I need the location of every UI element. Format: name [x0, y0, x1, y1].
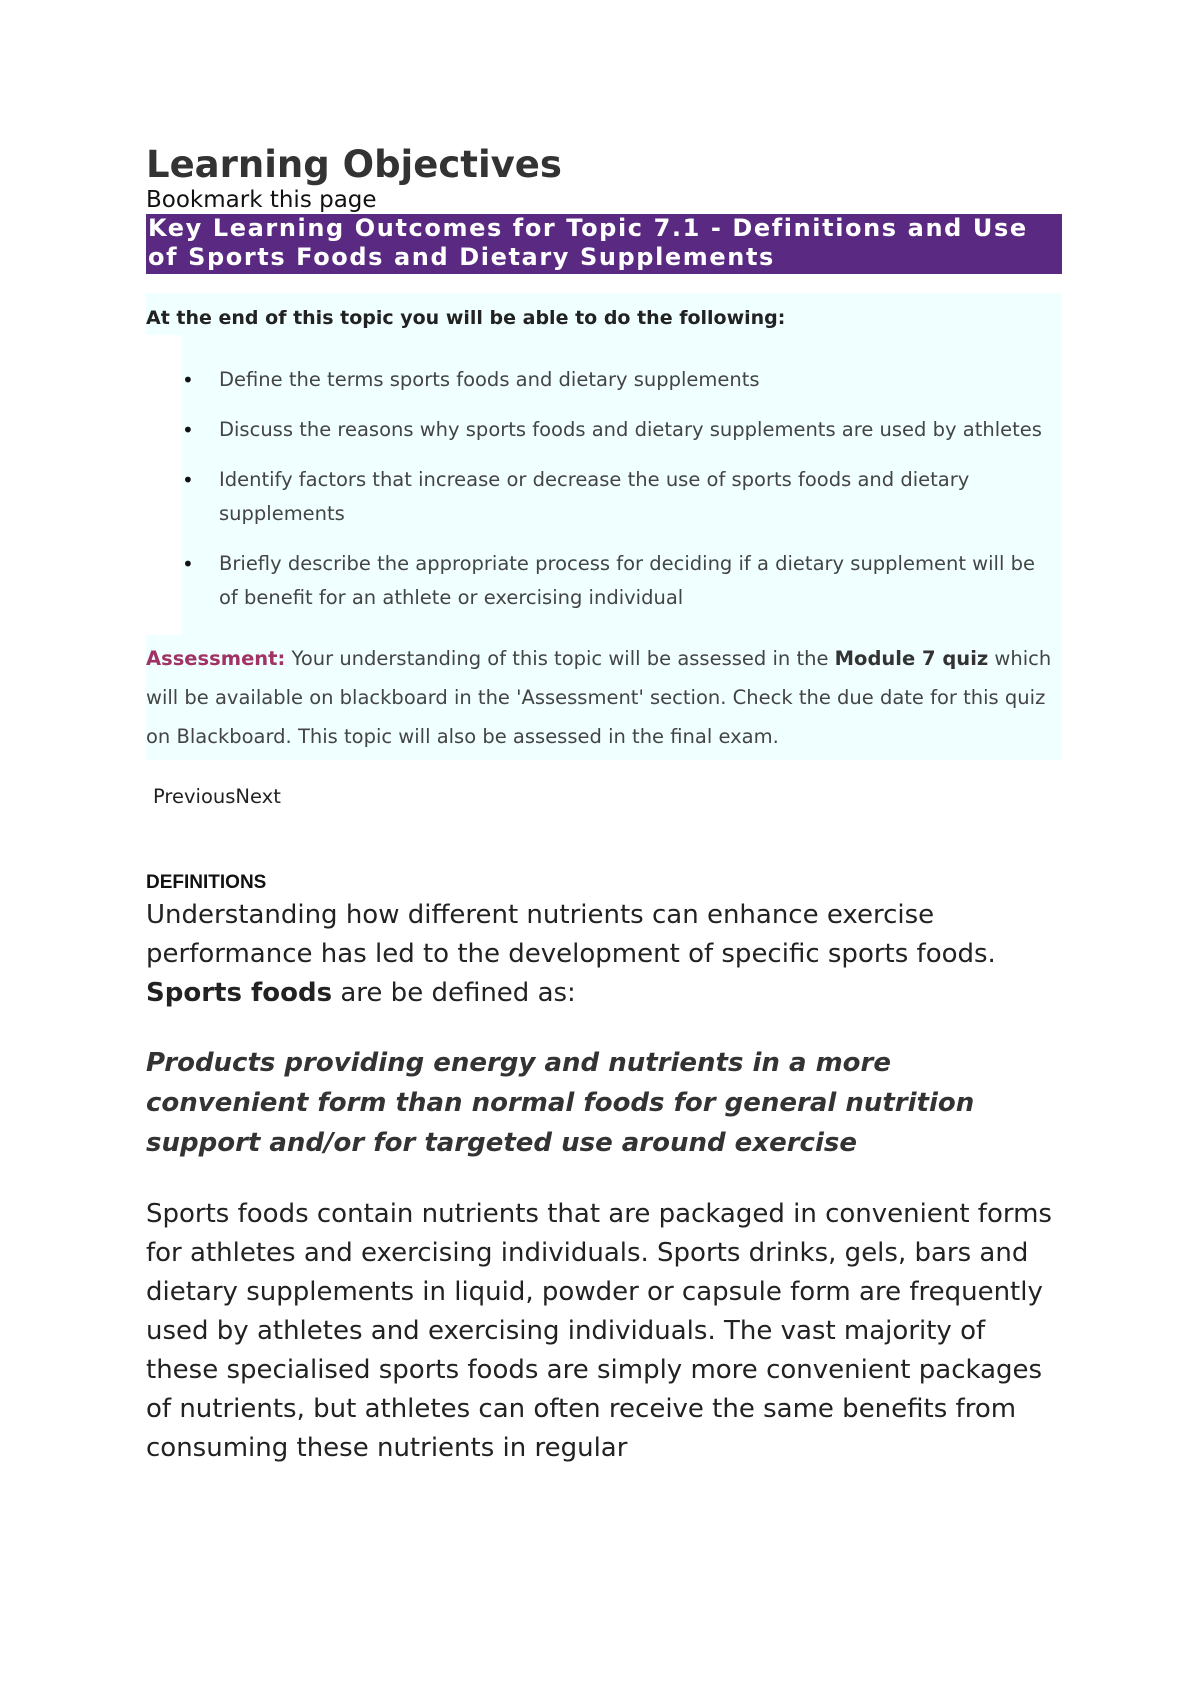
- assessment-text-after: which will be available on blackboard in the 'Assessment' section. Check the due date for this quiz on Blackboard. This topic will also be assessed in the final exam.: [146, 647, 1052, 748]
- bullet-icon: •: [182, 418, 194, 442]
- outcome-text: Identify factors that increase or decrease the use of sports foods and dietary supplements: [219, 468, 970, 525]
- bullet-icon: •: [182, 468, 194, 492]
- next-link[interactable]: Next: [235, 785, 281, 808]
- previous-link[interactable]: Previous: [153, 785, 236, 808]
- sports-foods-definition-quote: Products providing energy and nutrients in a more convenient form than normal foods for general nutrition support and/or for targeted use around exercise: [146, 1048, 975, 1158]
- definitions-intro-before: Understanding how different nutrients can enhance exercise performance has led to the development of specific sports foods.: [146, 900, 996, 969]
- outcome-text: Discuss the reasons why sports foods and dietary supplements are used by athletes: [219, 418, 1042, 441]
- outcome-item: [146, 413, 1062, 447]
- objectives-intro: At the end of this topic you will be able to do the following:: [146, 307, 786, 329]
- assessment-text-before: Your understanding of this topic will be assessed in the: [285, 647, 835, 670]
- pagination-nav: [146, 782, 1062, 812]
- content-column: [146, 144, 1062, 1468]
- bookmark-link[interactable]: Bookmark this page: [146, 187, 377, 213]
- outcome-text: Define the terms sports foods and dietary supplements: [219, 368, 760, 391]
- outcome-item: [146, 547, 1062, 615]
- outcomes-list: [146, 363, 1062, 615]
- objectives-box: [146, 293, 1062, 760]
- bullet-icon: •: [182, 552, 194, 576]
- outcome-item: [146, 463, 1062, 531]
- outcome-text: Briefly describe the appropriate process for deciding if a dietary supplement will be of benefit for an athlete or exercising individual: [219, 552, 1035, 609]
- page-title: Learning Objectives: [146, 143, 562, 186]
- definitions-intro-after: are be defined as:: [332, 978, 576, 1008]
- definitions-heading: DEFINITIONS: [146, 872, 267, 893]
- topic-banner: [146, 214, 1062, 274]
- definitions-intro-bold: Sports foods: [146, 978, 333, 1008]
- sports-foods-body: Sports foods contain nutrients that are packaged in convenient forms for athletes and exercising individuals. Sports drinks, gels, bars and dietary supplements in liquid, powder or capsule form are frequently used by athletes and exercising individuals. The vast majority of these specialised sports foods are simply more convenient packages of nutrients, but athletes can often receive the same benefits from consuming these nutrients in regular: [146, 1199, 1052, 1463]
- topic-banner-line-2: of Sports Foods and Dietary Supplements: [148, 243, 775, 271]
- bullet-icon: •: [182, 368, 194, 392]
- assessment-note: [146, 639, 1062, 756]
- topic-banner-line-1: Key Learning Outcomes for Topic 7.1 - Definitions and Use: [148, 214, 1028, 242]
- assessment-module-quiz: Module 7 quiz: [834, 647, 989, 670]
- definitions-intro: [146, 896, 1062, 1013]
- assessment-label: Assessment:: [146, 647, 286, 670]
- outcome-item: [146, 363, 1062, 397]
